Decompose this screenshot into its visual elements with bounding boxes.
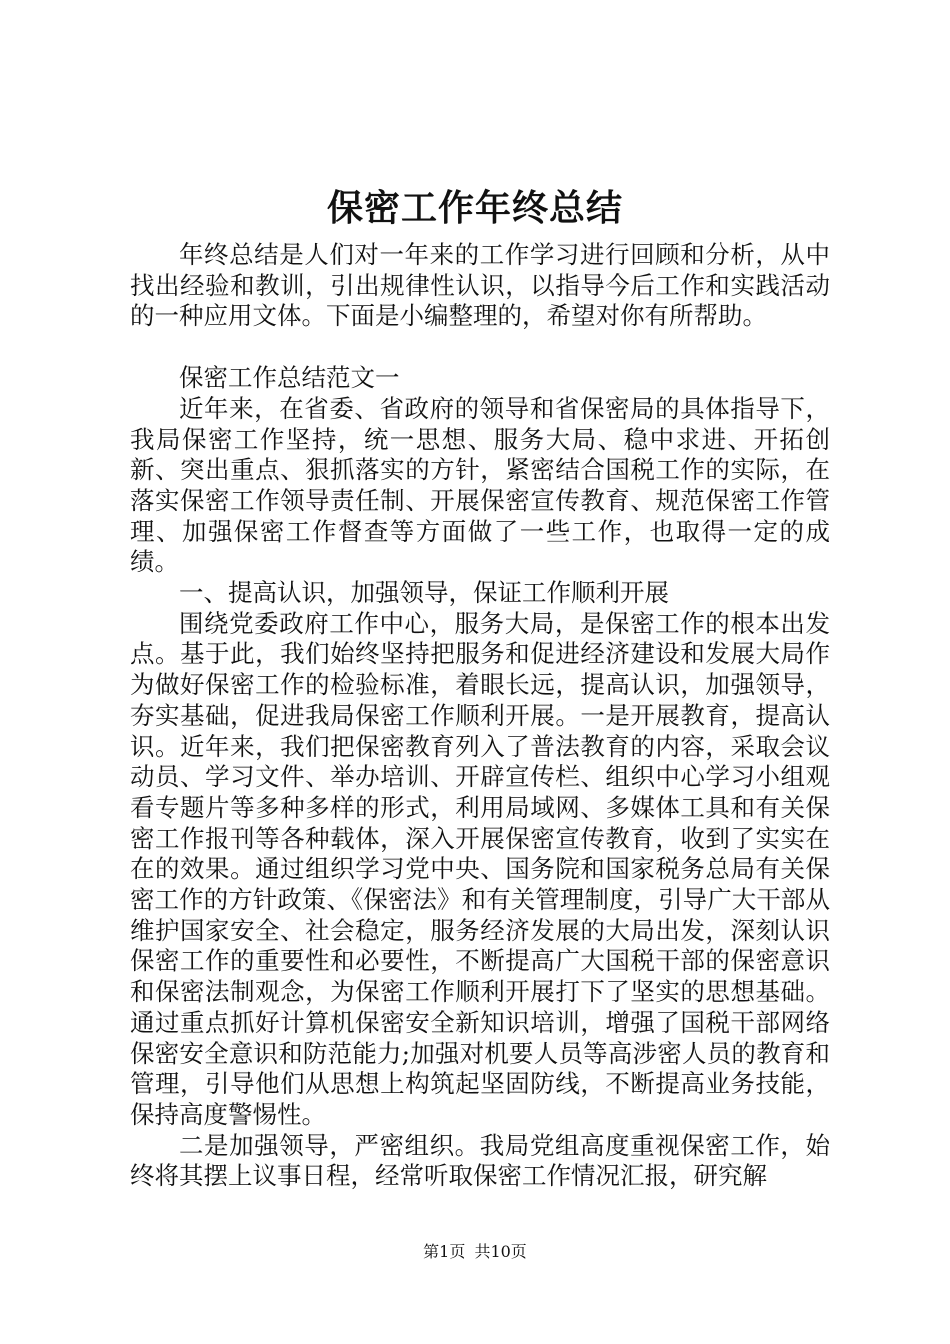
document-title: 保密工作年终总结 [326, 187, 623, 229]
document-body [130, 240, 830, 1192]
body-paragraph: 近年来，在省委、省政府的领导和省保密局的具体指导下，我局保密工作坚持，统一思想、服务大局、稳中求进、开拓创新、突出重点、狠抓落实的方针，紧密结合国税工作的实际，在落实保密工作领导责任制、开展保密宣传教育、规范保密工作管理、加强保密工作督查等方面做了一些工作，也取得一定的成绩。 [130, 393, 830, 577]
intro-paragraph: 年终总结是人们对一年来的工作学习进行回顾和分析，从中找出经验和教训，引出规律性认识，以指导今后工作和实践活动的一种应用文体。下面是小编整理的，希望对你有所帮助。 [130, 240, 830, 331]
subsection-heading: 一、提高认识，加强领导，保证工作顺利开展 [179, 578, 669, 608]
body-paragraph: 二是加强领导，严密组织。我局党组高度重视保密工作，始终将其摆上议事日程，经常听取保密工作情况汇报，研究解 [130, 1130, 830, 1191]
section-heading: 保密工作总结范文一 [179, 363, 400, 393]
page-footer: 第1页 共10页 [423, 1242, 527, 1261]
body-paragraph: 围绕党委政府工作中心，服务大局，是保密工作的根本出发点。基于此，我们始终坚持把服务和促进经济建设和发展大局作为做好保密工作的检验标准，着眼长远，提高认识，加强领导，夯实基础，促进我局保密工作顺利开展。一是开展教育，提高认识。近年来，我们把保密教育列入了普法教育的内容，采取会议动员、学习文件、举办培训、开辟宣传栏、组织中心学习小组观看专题片等多种多样的形式，利用局域网、多媒体工具和有关保密工作报刊等各种载体，深入开展保密宣传教育，收到了实实在在的效果。通过组织学习党中央、国务院和国家税务总局有关保密工作的方针政策、《保密法》和有关管理制度，引导广大干部从维护国家安全、社会稳定，服务经济发展的大局出发，深刻认识保密工作的重要性和必要性，不断提高广大国税干部的保密意识和保密法制观念，为保密工作顺利开展打下了坚实的思想基础。通过重点抓好计算机保密安全新知识培训，增强了国税干部网络保密安全意识和防范能力;加强对机要人员等高涉密人员的教育和管理，引导他们从思想上构筑起坚固防线，不断提高业务技能，保持高度警惕性。 [130, 608, 830, 1129]
